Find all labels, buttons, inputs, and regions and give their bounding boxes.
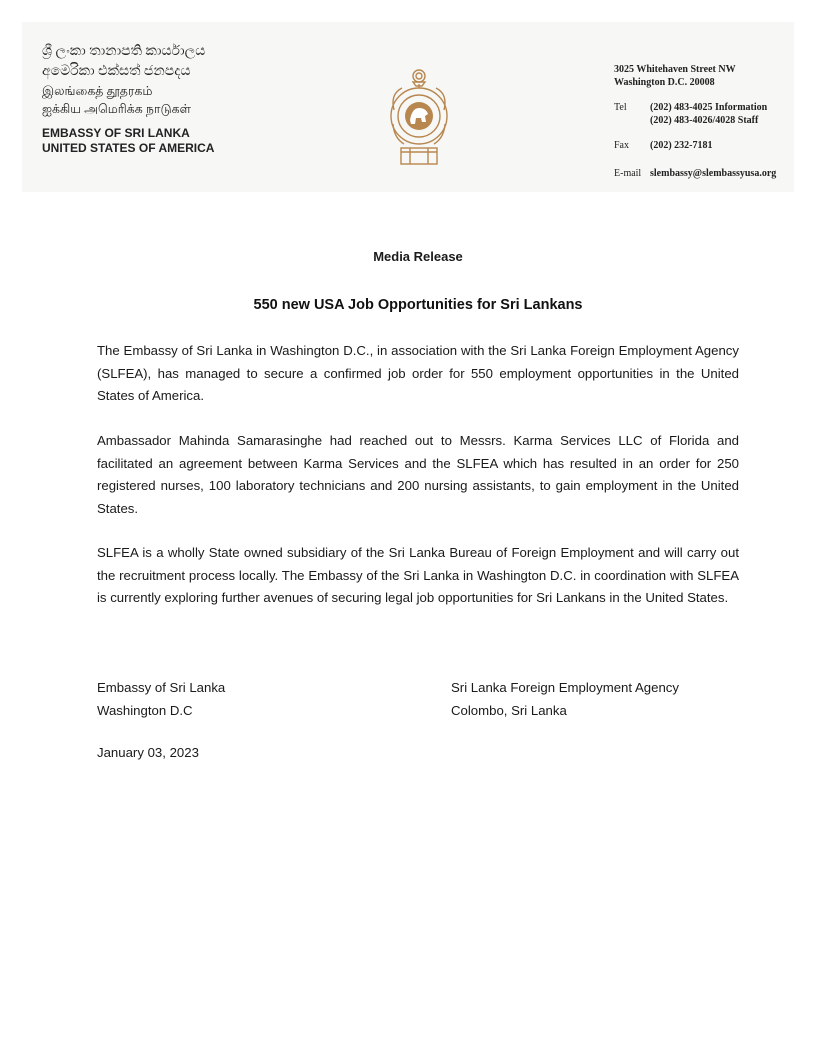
signature-agency-line-1: Sri Lanka Foreign Employment Agency — [451, 680, 679, 695]
embassy-name — [42, 126, 302, 156]
signature-agency — [451, 677, 679, 722]
email-value: slembassy@slembassyusa.org — [650, 167, 777, 179]
paragraph-2: Ambassador Mahinda Samarasinghe had reached out to Messrs. Karma Services LLC of Florida and facilitated an agreement between Karma Services and the SLFEA which has resulted in an order for 250 registered nurses, 100 laboratory technicians and 200 nursing assistants, to gain employment in the United States. — [97, 433, 739, 516]
tel-row-1 — [614, 102, 804, 115]
address-line-2: Washington D.C. 20008 — [614, 76, 715, 88]
embassy-line-2: UNITED STATES OF AMERICA — [42, 141, 215, 155]
page-title: 550 new USA Job Opportunities for Sri Lankans — [253, 297, 583, 313]
tamil-line-1: இலங்கைத் தூதரகம் — [42, 84, 153, 98]
release-date: January 03, 2023 — [97, 745, 199, 760]
signature-embassy — [97, 677, 225, 722]
sinhala-line-2: අමෙරිකා එක්සත් ජනපදය — [42, 64, 191, 79]
tamil-line-2: ஐக்கிய அமெரிக்க நாடுகள் — [42, 102, 191, 116]
sinhala-line-1: ශ්‍රී ලංකා තානාපති කාර්යාලය — [42, 44, 206, 59]
fax-row — [614, 140, 804, 153]
signature-agency-line-2: Colombo, Sri Lanka — [451, 702, 567, 718]
fax-value: (202) 232-7181 — [650, 140, 713, 151]
tel-staff: (202) 483-4026/4028 Staff — [650, 114, 759, 126]
tel-label: Tel — [614, 102, 627, 113]
email-row — [614, 168, 804, 181]
media-release-heading: Media Release — [373, 249, 463, 264]
fax-label: Fax — [614, 140, 629, 151]
letterhead-contact — [614, 64, 804, 180]
signature-embassy-line-1: Embassy of Sri Lanka — [97, 680, 226, 695]
address-line-1: 3025 Whitehaven Street NW — [614, 64, 736, 75]
email-label: E-mail — [614, 167, 642, 179]
paragraph-1: The Embassy of Sri Lanka in Washington D.C., in association with the Sri Lanka Foreign Employment Agency (SLFEA), has managed to secure a confirmed job order for 550 employment opportunities in the United States of America. — [97, 343, 739, 403]
tel-information: (202) 483-4025 Information — [650, 102, 768, 113]
letterhead-names — [42, 42, 302, 156]
embassy-line-1: EMBASSY OF SRI LANKA — [42, 126, 190, 140]
paragraph-3: SLFEA is a wholly State owned subsidiary of the Sri Lanka Bureau of Foreign Employment and will carry out the recruitment process locally. The Embassy of the Sri Lanka in Washington D.C. in coordination with SLFEA is currently exploring further avenues of securing legal job opportunities for Sri Lankans in the United States. — [97, 545, 739, 605]
signature-embassy-line-2: Washington D.C — [97, 702, 193, 718]
tel-row-2 — [614, 115, 804, 128]
sri-lanka-emblem-icon — [388, 64, 450, 168]
